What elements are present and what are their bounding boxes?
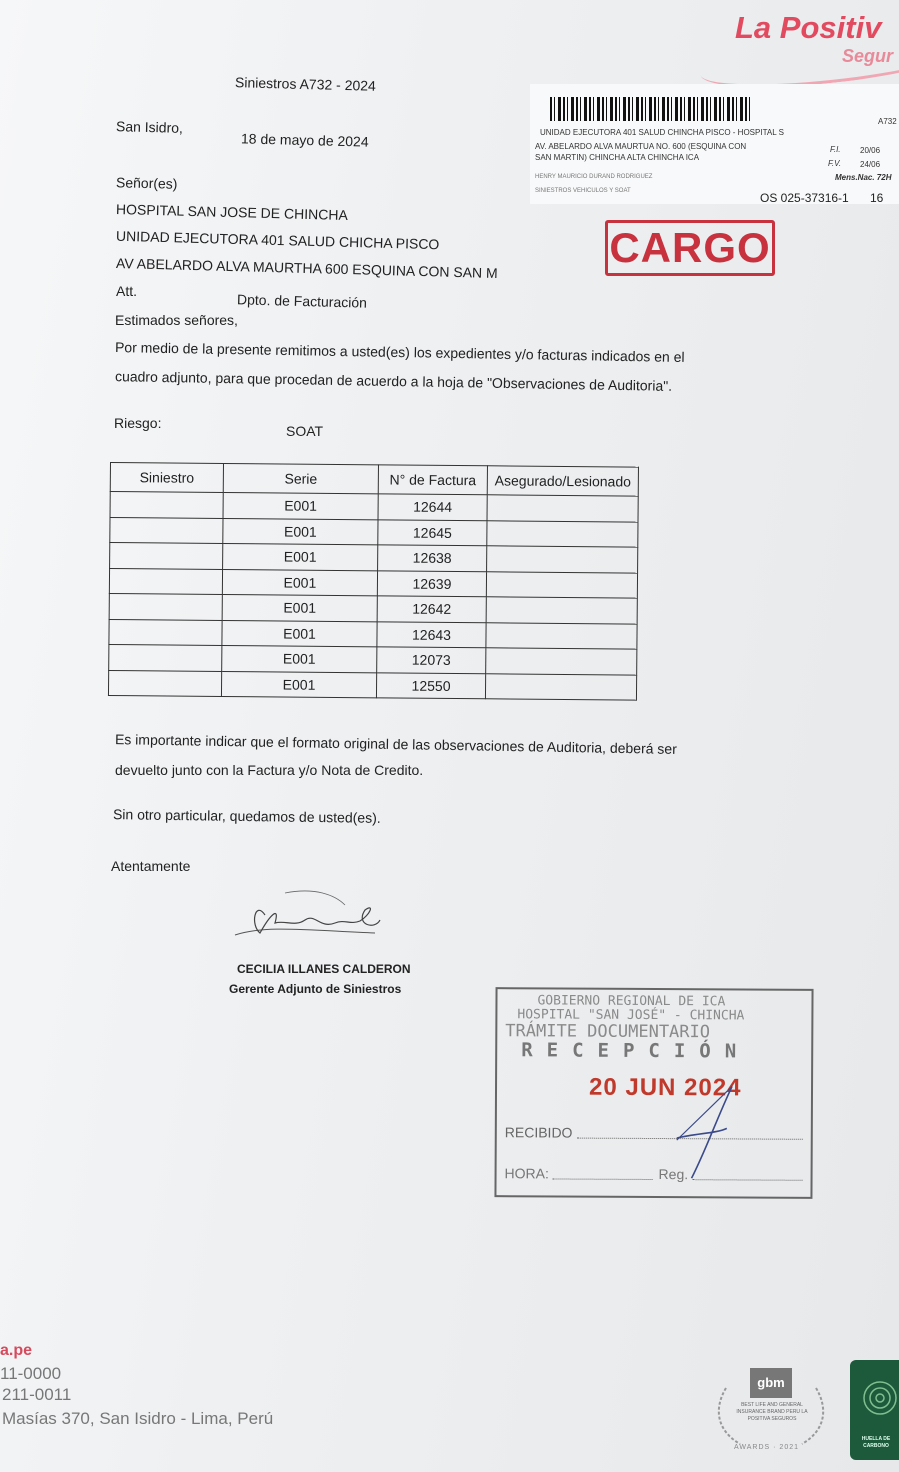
cell-factura: 12643 <box>377 621 486 647</box>
letter-date: 18 de mayo de 2024 <box>240 130 369 150</box>
closing-regards: Atentamente <box>111 858 191 874</box>
riesgo-value: SOAT <box>286 423 324 439</box>
cell-factura: 12642 <box>377 596 486 622</box>
cell-asegurado <box>486 648 637 675</box>
table-header-row <box>110 463 638 497</box>
stamp-hora-label: HORA: <box>504 1165 549 1182</box>
cell-factura: 12644 <box>378 494 487 520</box>
footer-web: a.pe <box>0 1342 33 1359</box>
cell-serie: E001 <box>223 518 378 545</box>
footer-phone-2: 211-0011 <box>2 1385 72 1404</box>
label-fi: 20/06 <box>860 146 881 155</box>
invoice-table <box>108 462 639 701</box>
cell-siniestro <box>109 644 222 670</box>
cell-serie: E001 <box>221 671 376 698</box>
closing-line: Sin otro particular, quedamos de usted(es). <box>112 806 381 826</box>
footer-address: Masías 370, San Isidro - Lima, Perú <box>2 1409 274 1428</box>
cell-serie: E001 <box>222 620 377 647</box>
body-line-2: cuadro adjunto, para que procedan de acuerdo a la hoja de "Observaciones de Auditoria". <box>114 368 673 394</box>
header-serie: Serie <box>223 463 378 493</box>
laurel-icon <box>712 1378 830 1448</box>
body-line-1: Por medio de la presente remitimos a usted(es) los expedientes y/o facturas indicados en el <box>114 339 685 365</box>
cell-asegurado <box>486 622 637 649</box>
cell-siniestro <box>109 593 222 619</box>
cell-siniestro <box>110 517 223 543</box>
stamp-hora-line <box>553 1178 653 1180</box>
label-code: A732 <box>878 117 897 126</box>
att-department: Dpto. de Facturación <box>236 291 368 311</box>
cell-asegurado <box>487 495 638 522</box>
cell-serie: E001 <box>222 645 377 672</box>
header-factura: N° de Factura <box>378 465 487 495</box>
cell-factura: 12073 <box>377 647 486 673</box>
label-line2: AV. ABELARDO ALVA MAURTUA NO. 600 (ESQUINA CON <box>535 142 747 151</box>
label-mens: Mens.Nac. 72H <box>835 173 892 182</box>
brand-logo: La Positiv <box>735 10 882 45</box>
stamp-line-2: HOSPITAL "SAN JOSÉ" - CHINCHA <box>517 1007 745 1024</box>
att-label: Att. <box>116 283 138 299</box>
label-fv: 24/06 <box>860 160 881 169</box>
stamp-date: 20 JUN 2024 <box>588 1073 742 1102</box>
cell-factura: 12638 <box>378 545 487 571</box>
cell-asegurado <box>487 520 638 547</box>
stamp-line-3: TRÁMITE DOCUMENTARIO <box>505 1021 711 1043</box>
stamp-reg-label: Reg. <box>658 1166 689 1183</box>
barcode-icon <box>550 97 750 121</box>
carbon-footprint-badge <box>850 1360 899 1460</box>
reception-stamp <box>494 987 813 1199</box>
table-row <box>108 670 636 700</box>
footer-phone-1: 11-0000 <box>0 1364 62 1383</box>
stamp-recibido-label: RECIBIDO <box>504 1124 573 1141</box>
label-qty: 16 <box>870 191 884 205</box>
fingerprint-icon <box>860 1374 899 1424</box>
label-line1: UNIDAD EJECUTORA 401 SALUD CHINCHA PISCO - HOSPITAL S <box>540 128 784 137</box>
badge-text: HUELLA DE CARBONO <box>861 1436 891 1449</box>
cell-serie: E001 <box>223 543 378 570</box>
cell-siniestro <box>110 492 223 518</box>
cell-factura: 12550 <box>376 672 485 698</box>
address-line-3: AV ABELARDO ALVA MAURTHA 600 ESQUINA CON SAN M <box>115 255 498 281</box>
cell-asegurado <box>486 597 637 624</box>
label-fv-label: F.V. <box>828 159 842 168</box>
cell-serie: E001 <box>223 492 378 519</box>
label-line3: SAN MARTIN) CHINCHA ALTA CHINCHA ICA <box>535 153 700 162</box>
cell-asegurado <box>487 546 638 573</box>
letter-greeting: Estimados señores, <box>115 312 238 328</box>
header-asegurado: Asegurado/Lesionado <box>487 466 638 496</box>
signer-title: Gerente Adjunto de Siniestros <box>229 982 402 996</box>
label-os: OS 025-37316-1 <box>760 191 849 205</box>
cell-siniestro <box>109 568 222 594</box>
cell-factura: 12639 <box>377 570 486 596</box>
award-logo: gbm <box>750 1368 792 1398</box>
cell-factura: 12645 <box>378 519 487 545</box>
cell-serie: E001 <box>222 594 377 621</box>
award-badge <box>712 1362 830 1458</box>
letter-city: San Isidro, <box>115 118 184 136</box>
letter-reference: Siniestros A732 - 2024 <box>234 74 377 94</box>
stamp-signature-mark <box>657 1078 748 1188</box>
stamp-line-4: RECEPCIÓN <box>521 1039 751 1063</box>
letter-salutation: Señor(es) <box>115 174 178 192</box>
note-line-2: devuelto junto con la Factura y/o Nota de Credito. <box>115 762 424 778</box>
riesgo-label: Riesgo: <box>114 415 162 431</box>
label-dept: SINIESTROS VEHICULOS Y SOAT <box>535 188 631 194</box>
cell-serie: E001 <box>222 569 377 596</box>
cargo-stamp: CARGO <box>605 220 775 276</box>
signer-name: CECILIA ILLANES CALDERON <box>237 962 411 976</box>
address-line-2: UNIDAD EJECUTORA 401 SALUD CHICHA PISCO <box>115 227 440 253</box>
address-line-1: HOSPITAL SAN JOSE DE CHINCHA <box>115 200 348 224</box>
cell-asegurado <box>486 571 637 598</box>
header-siniestro: Siniestro <box>110 463 223 493</box>
award-year: AWARDS · 2021 <box>734 1444 799 1451</box>
stamp-line-1: GOBIERNO REGIONAL DE ICA <box>537 993 726 1010</box>
signature-image <box>225 885 390 950</box>
cell-siniestro <box>108 670 221 696</box>
award-text: BEST LIFE AND GENERAL INSURANCE BRAND PERU LA POSITIVA SEGUROS <box>736 1402 808 1422</box>
note-line-1: Es importante indicar que el formato original de las observaciones de Auditoria, deberá ser <box>114 731 677 757</box>
cell-asegurado <box>485 673 636 700</box>
cell-siniestro <box>110 543 223 569</box>
cell-siniestro <box>109 619 222 645</box>
brand-logo-sub: Segur <box>842 46 894 66</box>
label-fi-label: F.I. <box>830 145 841 154</box>
label-person: HENRY MAURICIO DURAND RODRIGUEZ <box>535 174 653 180</box>
